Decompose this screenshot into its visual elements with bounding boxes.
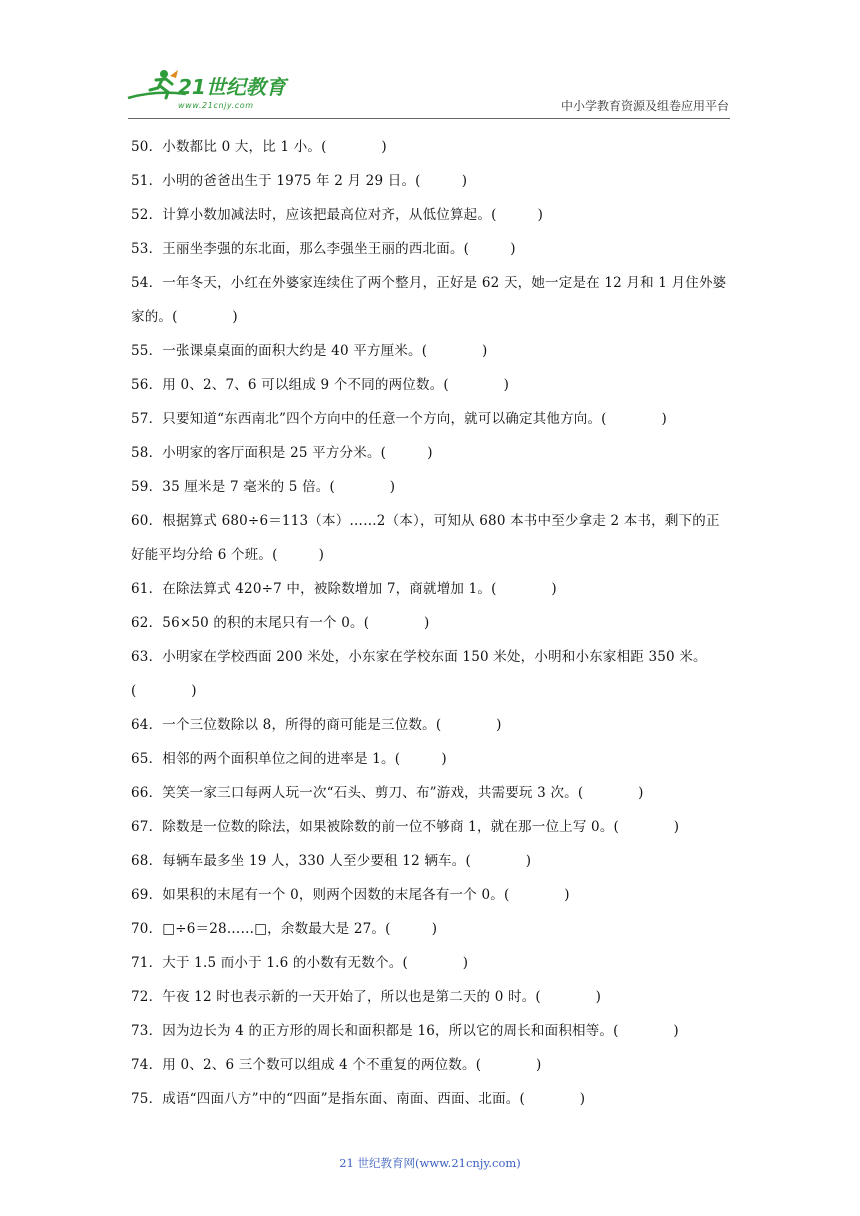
question-item: 54．一年冬天，小红在外婆家连续住了两个整月，正好是 62 天，她一定是在 12 月和 1 月住外婆家的。( ): [131, 275, 727, 325]
question-item: 61．在除法算式 420÷7 中，被除数增加 7，商就增加 1。( ): [131, 581, 557, 597]
question-item: 70．□÷6＝28……□，余数最大是 27。( ): [131, 921, 438, 937]
question-item: 53．王丽坐李强的东北面，那么李强坐王丽的西北面。( ): [131, 241, 516, 257]
question-item: 58．小明家的客厅面积是 25 平方分米。( ): [131, 445, 433, 461]
question-item: 56．用 0、2、7、6 可以组成 9 个不同的两位数。( ): [131, 377, 510, 393]
page-header: [0, 0, 860, 120]
question-item: 69．如果积的末尾有一个 0，则两个因数的末尾各有一个 0。( ): [131, 887, 570, 903]
question-item: 66．笑笑一家三口每两人玩一次“石头、剪刀、布”游戏，共需要玩 3 次。( ): [131, 785, 644, 801]
question-item: 57．只要知道“东西南北”四个方向中的任意一个方向，就可以确定其他方向。( ): [131, 411, 667, 427]
question-item: 71．大于 1.5 而小于 1.6 的小数有无数个。( ): [131, 955, 469, 971]
runner-logo-icon: [126, 68, 296, 102]
question-item: 65．相邻的两个面积单位之间的进率是 1。( ): [131, 751, 447, 767]
question-item: 72．午夜 12 时也表示新的一天开始了，所以也是第二天的 0 时。( ): [131, 989, 602, 1005]
question-item: 55．一张课桌桌面的面积大约是 40 平方厘米。( ): [131, 343, 488, 359]
question-item: 60．根据算式 680÷6＝113（本）……2（本），可知从 680 本书中至少拿走 2 本书，剩下的正好能平均分给 6 个班。( ): [131, 513, 720, 563]
question-list: [131, 130, 731, 1116]
question-item: 74．用 0、2、6 三个数可以组成 4 个不重复的两位数。( ): [131, 1057, 542, 1073]
question-item: 62．56×50 的积的末尾只有一个 0。( ): [131, 615, 430, 631]
question-item: 75．成语“四面八方”中的“四面”是指东面、南面、西面、北面。( ): [131, 1091, 586, 1107]
header-divider: [128, 118, 730, 119]
question-item: 52．计算小数加减法时，应该把最高位对齐，从低位算起。( ): [131, 207, 544, 223]
logo-text: 21世纪教育: [178, 75, 286, 99]
question-item: 63．小明家在学校西面 200 米处，小东家在学校东面 150 米处，小明和小东家相距 350 米。( ): [131, 649, 707, 699]
page-footer: 21 世纪教育网(www.21cnjy.com): [339, 1156, 521, 1170]
logo-url: www.21cnjy.com: [178, 101, 254, 110]
question-item: 64．一个三位数除以 8，所得的商可能是三位数。( ): [131, 717, 502, 733]
question-item: 51．小明的爸爸出生于 1975 年 2 月 29 日。( ): [131, 173, 468, 189]
question-item: 68．每辆车最多坐 19 人，330 人至少要租 12 辆车。( ): [131, 853, 532, 869]
question-item: 67．除数是一位数的除法，如果被除数的前一位不够商 1，就在那一位上写 0。( ): [131, 819, 680, 835]
platform-name: 中小学教育资源及组卷应用平台: [560, 99, 729, 113]
question-item: 73．因为边长为 4 的正方形的周长和面积都是 16，所以它的周长和面积相等。( ): [131, 1023, 679, 1039]
question-item: 50．小数都比 0 大，比 1 小。( ): [131, 139, 387, 155]
question-item: 59．35 厘米是 7 毫米的 5 倍。( ): [131, 479, 396, 495]
